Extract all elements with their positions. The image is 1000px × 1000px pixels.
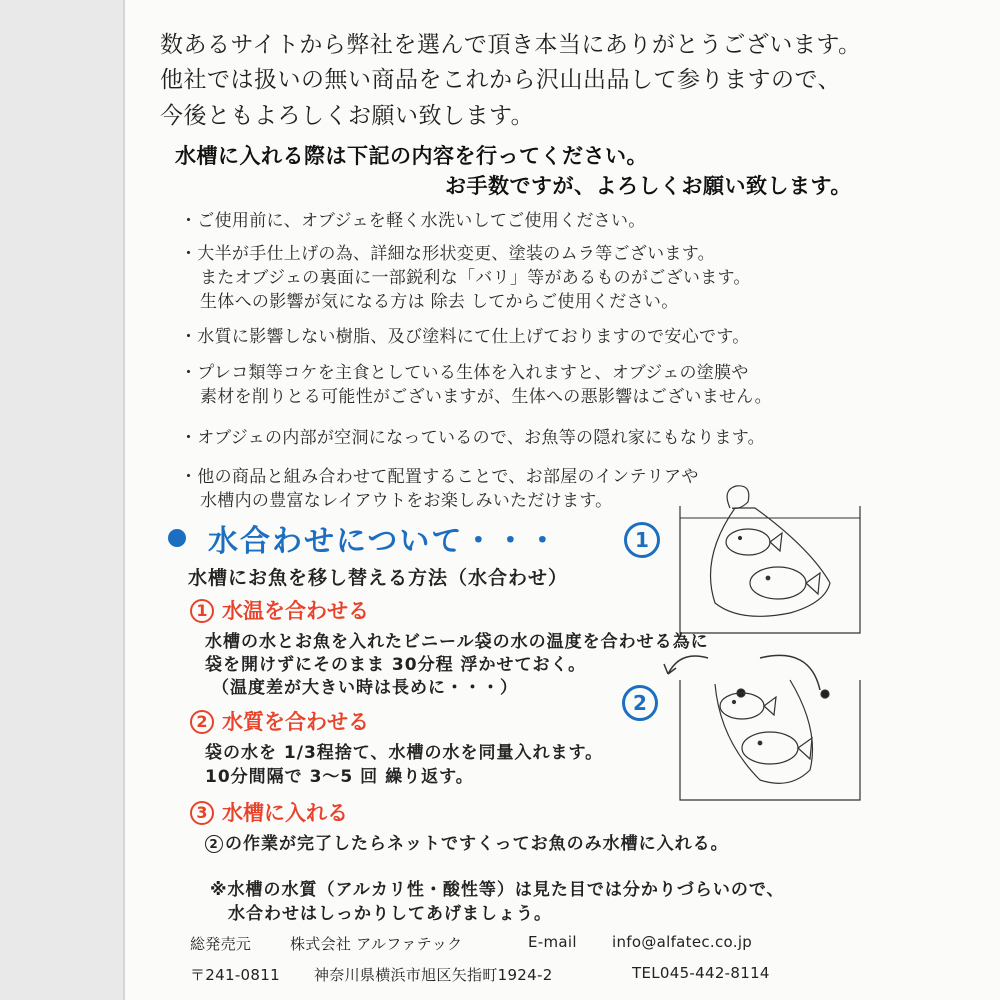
step-3-line-text: の作業が完了したらネットですくってお魚のみ水槽に入れる。	[225, 834, 729, 854]
step-3-ref-badge: 2	[205, 835, 223, 853]
footer-zip: 〒241-0811	[190, 966, 280, 984]
footer-company: 株式会社 アルファテック	[290, 935, 463, 953]
section-bullet-dot	[168, 529, 186, 547]
notice-line-1: 水槽に入れる際は下記の内容を行ってください。	[175, 144, 648, 168]
step-2-line-1: 袋の水を 1/3程捨て、水槽の水を同量入れます。	[205, 743, 604, 763]
step-1-number: 1	[190, 599, 214, 623]
fish-small-icon	[720, 693, 776, 719]
bullet-4-line-2: 素材を削りとる可能性がございますが、生体への悪影響はございません。	[200, 387, 772, 407]
step-2-heading	[190, 706, 369, 736]
scoop-dot-right	[821, 690, 829, 698]
note-line-2: 水合わせはしっかりしてあげましょう。	[228, 904, 552, 924]
step-1-title: 水温を合わせる	[222, 599, 369, 623]
section-title: 水合わせについて・・・	[208, 524, 560, 559]
step-2-title: 水質を合わせる	[222, 710, 369, 734]
step-1-line-1: 水槽の水とお魚を入れたビニール袋の水の温度を合わせる為に	[205, 632, 709, 652]
step-3-heading	[190, 797, 348, 827]
bullet-2-line-3: 生体への影響が気になる方は 除去 してからご使用ください。	[200, 292, 679, 312]
bullet-6-line-1: ・他の商品と組み合わせて配置することで、お部屋のインテリアや	[180, 467, 699, 487]
bullet-2-line-2: またオブジェの裏面に一部鋭利な「バリ」等があるものがございます。	[200, 268, 751, 288]
bullet-5-line-1: ・オブジェの内部が空洞になっているので、お魚等の隠れ家にもなります。	[180, 428, 765, 448]
arrow-left	[668, 656, 708, 674]
step-2-number: 2	[190, 710, 214, 734]
footer-label: 総発売元	[190, 935, 252, 953]
footer-tel: TEL045-442-8114	[632, 964, 770, 982]
step-1-line-2: 袋を開けずにそのまま 30分程 浮かせておく。	[205, 655, 587, 675]
footer-email-label: E-mail	[528, 933, 577, 951]
intro-line-2: 他社では扱いの無い商品をこれから沢山出品して参りますので、	[160, 67, 842, 93]
bag-knot	[727, 486, 749, 509]
tank-outline	[680, 506, 860, 633]
bullet-3-line-1: ・水質に影響しない樹脂、及び塗料にて仕上げておりますので安心です。	[180, 327, 750, 347]
figure-1-badge: 1	[624, 522, 660, 558]
arrow-right	[760, 655, 820, 690]
step-3-line-1	[205, 829, 729, 854]
bullet-1-line-1: ・ご使用前に、オブジェを軽く水洗いしてご使用ください。	[180, 211, 646, 231]
step-2-line-2: 10分間隔で 3～5 回 繰り返す。	[205, 767, 474, 787]
bullet-2-line-1: ・大半が手仕上げの為、詳細な形状変更、塗装のムラ等ございます。	[180, 244, 715, 264]
figure-2-water-transfer	[660, 640, 870, 805]
section-subtitle: 水槽にお魚を移し替える方法（水合わせ）	[188, 567, 569, 589]
footer-address: 神奈川県横浜市旭区矢指町1924-2	[314, 966, 553, 984]
step-3-number: 3	[190, 801, 214, 825]
step-1-line-3: （温度差が大きい時は長めに・・・）	[212, 678, 518, 698]
note-line-1: ※水槽の水質（アルカリ性・酸性等）は見た目では分かりづらいので、	[210, 880, 785, 900]
fish-large-icon	[750, 567, 820, 599]
fish-large-icon	[742, 732, 812, 764]
bag-outline	[711, 508, 831, 616]
footer-email: info@alfatec.co.jp	[612, 933, 753, 951]
notice-line-2: お手数ですが、よろしくお願い致します。	[445, 174, 852, 198]
bullet-6-line-2: 水槽内の豊富なレイアウトをお楽しみいただけます。	[200, 491, 613, 511]
page-fold-edge	[123, 0, 125, 1000]
step-1-heading	[190, 595, 369, 625]
bullet-4-line-1: ・プレコ類等コケを主食としている生体を入れますと、オブジェの塗膜や	[180, 363, 749, 383]
fish-small-icon	[726, 529, 782, 555]
figure-2-badge: 2	[622, 685, 658, 721]
step-3-title: 水槽に入れる	[222, 801, 348, 825]
intro-line-1: 数あるサイトから弊社を選んで頂き本当にありがとうございます。	[160, 32, 862, 58]
figure-1-bag-in-tank	[660, 478, 870, 638]
intro-line-3: 今後ともよろしくお願い致します。	[160, 103, 535, 129]
